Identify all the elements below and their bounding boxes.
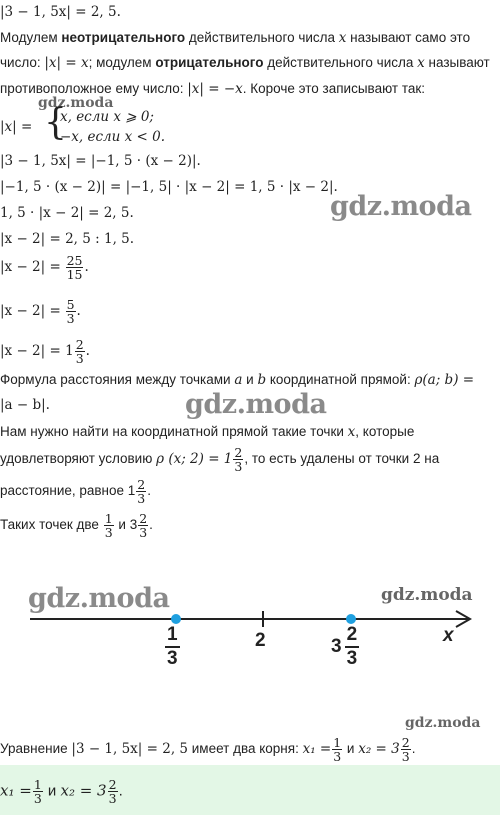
whole-part: 3 xyxy=(331,636,342,657)
formula: |x − 2| = xyxy=(0,303,61,320)
text: число: xyxy=(0,55,45,70)
point-three-two-thirds xyxy=(346,614,356,624)
numerator: 1 xyxy=(165,624,180,648)
formula: x₂ = 3 xyxy=(60,781,107,800)
fraction xyxy=(345,624,360,670)
text: Уравнение xyxy=(0,741,72,757)
numerator: 25 xyxy=(66,253,83,268)
fraction xyxy=(136,478,146,505)
denominator: 15 xyxy=(66,267,83,282)
equation-line: |3 − 1, 5x| = 2, 5. xyxy=(0,4,121,20)
bold-term: неотрицательного xyxy=(61,30,186,45)
variable: x xyxy=(338,30,347,46)
fraction xyxy=(66,254,84,281)
distance-formula-line xyxy=(0,372,474,388)
denominator: 3 xyxy=(401,749,410,764)
bold-term: отрицательного xyxy=(155,55,264,70)
formula: |x| = −x xyxy=(187,81,243,97)
formula: |x| = x xyxy=(44,55,89,71)
text: действительного числа xyxy=(263,55,418,70)
conclusion-line xyxy=(0,736,415,763)
numerator: 2 xyxy=(401,735,410,750)
definition-line-2 xyxy=(0,55,490,71)
text: Формула расстояния между точками xyxy=(0,372,235,387)
system-row-1: x, если x ⩾ 0; xyxy=(60,109,154,125)
denominator: 3 xyxy=(104,525,113,540)
text: ; модулем xyxy=(88,55,156,70)
text: противоположное ему число: xyxy=(0,81,188,96)
numerator: 1 xyxy=(333,735,342,750)
text: имеет два корня: xyxy=(188,741,303,757)
label-one-third xyxy=(165,624,180,670)
watermark: gdz.moda xyxy=(28,583,170,614)
denominator: 3 xyxy=(346,648,358,669)
denominator: 3 xyxy=(75,351,84,366)
text: расстояние, равное 1 xyxy=(0,483,136,499)
numerator: 2 xyxy=(108,777,117,792)
fraction xyxy=(108,778,118,805)
text: Таких точек две xyxy=(0,517,103,533)
task-line-1 xyxy=(0,424,414,440)
period: . xyxy=(76,303,81,320)
text: Модулем xyxy=(0,30,62,45)
point-one-third xyxy=(171,614,181,624)
formula: |x − 2| = xyxy=(0,259,61,276)
transform-line-1: |3 − 1, 5x| = |−1, 5 · (x − 2)|. xyxy=(0,153,201,169)
text: , которые xyxy=(355,424,415,439)
formula: |x − 2| = 1 xyxy=(0,343,74,360)
text: , то есть удалены от точки 2 на xyxy=(244,451,440,467)
text: . Короче это записывают так: xyxy=(242,81,426,96)
label-three-two-thirds xyxy=(331,624,359,670)
denominator: 3 xyxy=(139,525,148,540)
denominator: 3 xyxy=(33,791,42,806)
denominator: 3 xyxy=(333,749,342,764)
period: . xyxy=(118,782,123,800)
numerator: 1 xyxy=(33,777,42,792)
transform-line-2: |−1, 5 · (x − 2)| = |−1, 5| · |x − 2| = 1, 5 · |x − 2|. xyxy=(0,179,338,195)
formula: x₁ = xyxy=(0,781,32,800)
task-line-3 xyxy=(0,478,151,505)
denominator: 3 xyxy=(137,491,146,506)
formula: ρ (x; 2) = 1 xyxy=(156,451,233,468)
watermark: gdz.moda xyxy=(405,715,481,731)
fraction xyxy=(33,778,43,805)
formula: x₂ = 3 xyxy=(358,741,400,758)
text: координатной прямой: xyxy=(266,372,415,387)
numerator: 5 xyxy=(66,297,75,312)
transform-line-5 xyxy=(0,254,89,281)
denominator: 3 xyxy=(66,311,75,326)
label-two: 2 xyxy=(255,630,266,651)
number-line-axis xyxy=(0,595,500,645)
transform-line-6 xyxy=(0,298,81,325)
period: . xyxy=(147,483,152,499)
numerator: 2 xyxy=(75,337,84,352)
fraction xyxy=(66,298,76,325)
period: . xyxy=(84,259,89,276)
variable: x xyxy=(347,424,356,440)
text: удовлетворяют условию xyxy=(0,451,157,467)
formula: |3 − 1, 5x| = 2, 5 xyxy=(71,741,188,758)
text: Нам нужно найти на координатной прямой такие точки xyxy=(0,424,348,439)
denominator: 3 xyxy=(234,459,243,474)
watermark: gdz.moda xyxy=(185,389,327,420)
denominator: 3 xyxy=(108,791,117,806)
fraction xyxy=(332,736,342,763)
numerator: 2 xyxy=(234,445,243,460)
axis-label-x: x xyxy=(443,625,454,646)
formula: ρ(a; b) = xyxy=(414,372,475,388)
period: . xyxy=(411,741,416,757)
period: . xyxy=(85,343,90,360)
transform-line-4: |x − 2| = 2, 5 : 1, 5. xyxy=(0,231,135,247)
distance-formula-continuation: |a − b|. xyxy=(0,397,50,413)
numerator: 2 xyxy=(139,511,148,526)
numerator: 2 xyxy=(345,624,360,648)
text: и xyxy=(242,372,258,387)
points-line xyxy=(0,512,153,539)
variable: a xyxy=(234,372,243,388)
variable: b xyxy=(257,372,267,388)
system-row-2: −x, если x < 0. xyxy=(60,129,166,145)
text: называют xyxy=(424,55,490,70)
fraction xyxy=(401,736,411,763)
formula: x₁ = xyxy=(302,741,332,758)
transform-line-7 xyxy=(0,338,90,365)
fraction xyxy=(75,338,85,365)
watermark: gdz.moda xyxy=(381,585,473,605)
text: и xyxy=(43,782,61,800)
text: называют само это xyxy=(346,30,471,45)
text: действительного числа xyxy=(185,30,339,45)
transform-line-3: 1, 5 · |x − 2| = 2, 5. xyxy=(0,205,134,221)
answer-line xyxy=(0,778,123,805)
fraction xyxy=(233,446,243,473)
text: и 3 xyxy=(114,517,138,533)
brace-icon: { xyxy=(44,102,67,143)
numerator: 2 xyxy=(137,477,146,492)
period: . xyxy=(149,517,153,533)
watermark: gdz.moda xyxy=(38,95,114,111)
fraction xyxy=(138,512,148,539)
variable: x xyxy=(417,55,425,71)
definition-line-1 xyxy=(0,30,470,46)
numerator: 1 xyxy=(104,511,113,526)
fraction xyxy=(104,512,114,539)
watermark: gdz.moda xyxy=(330,191,472,222)
text: и xyxy=(343,741,359,757)
system-lhs: |x| = xyxy=(0,119,33,135)
denominator: 3 xyxy=(167,648,178,669)
task-line-2 xyxy=(0,446,439,473)
